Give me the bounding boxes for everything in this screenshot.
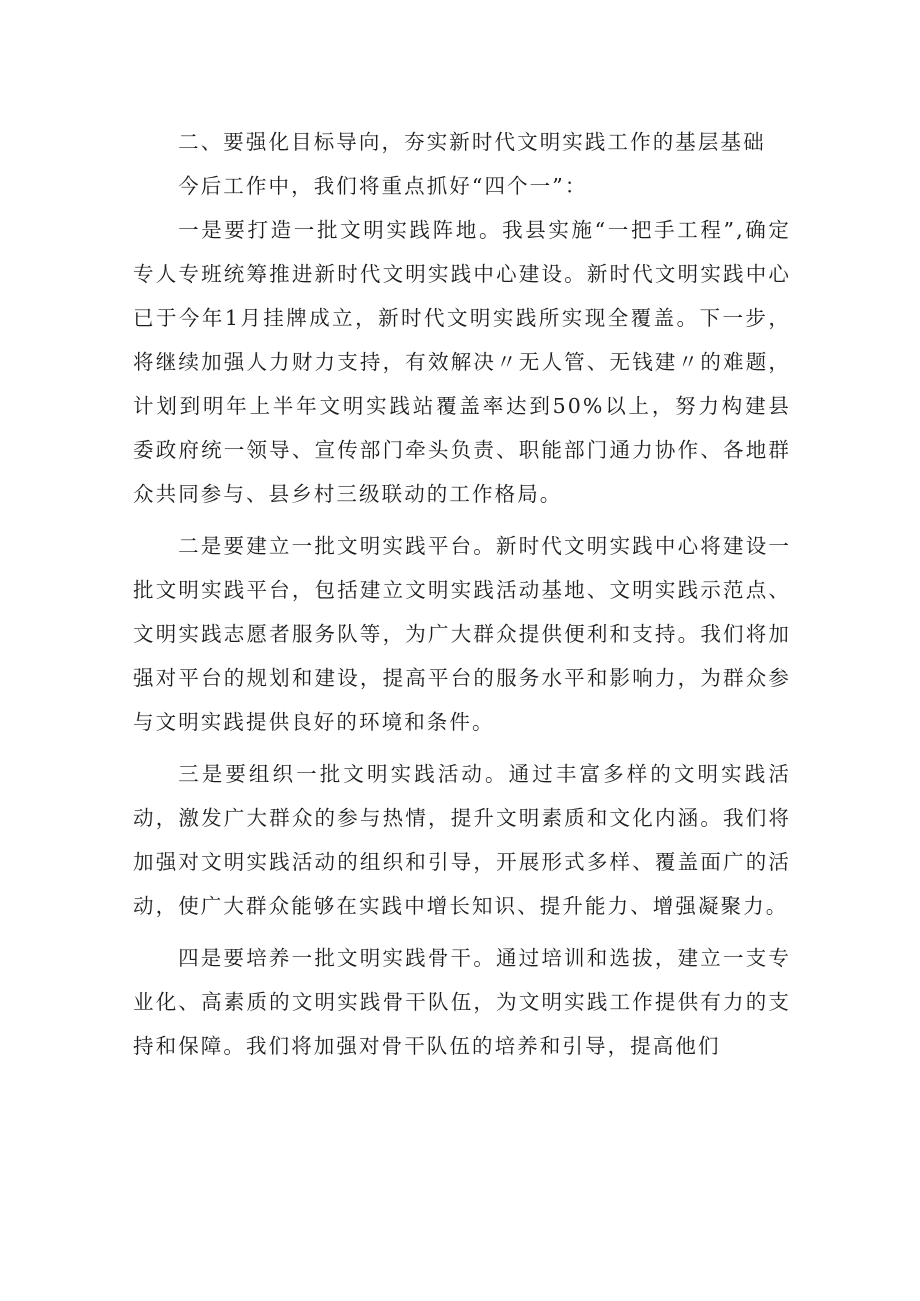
- paragraph-3: 三是要组织一批文明实践活动。通过丰富多样的文明实践活动，激发广大群众的参与热情，提升文明素质和文化内涵。我们将加强对文明实践活动的组织和引导，开展形式多样、覆盖面广的活动，使广大群众能够在实践中增长知识、提升能力、增强凝聚力。: [133, 762, 791, 918]
- document-body: [133, 120, 791, 1068]
- paragraph-1: 一是要打造一批文明实践阵地。我县实施“一把手工程”,确定专人专班统筹推进新时代文明实践中心建设。新时代文明实践中心已于今年1月挂牌成立，新时代文明实践所实现全覆盖。下一步，将继续加强人力财力支持，有效解决〃无人管、无钱建〃的难题，计划到明年上半年文明实践站覆盖率达到50%以上，努力构建县委政府统一领导、宣传部门牵头负责、职能部门通力协作、各地群众共同参与、县乡村三级联动的工作格局。: [133, 218, 791, 506]
- paragraph-2: 二是要建立一批文明实践平台。新时代文明实践中心将建设一批文明实践平台，包括建立文明实践活动基地、文明实践示范点、文明实践志愿者服务队等，为广大群众提供便利和支持。我们将加强对平台的规划和建设，提高平台的服务水平和影响力，为群众参与文明实践提供良好的环境和条件。: [133, 534, 791, 734]
- section-heading: 二、要强化目标导向，夯实新时代文明实践工作的基层基础: [178, 130, 766, 154]
- paragraph-4: 四是要培养一批文明实践骨干。通过培训和选拔，建立一支专业化、高素质的文明实践骨干队伍，为文明实践工作提供有力的支持和保障。我们将加强对骨干队伍的培养和引导，提高他们: [133, 946, 791, 1058]
- intro-paragraph: 今后工作中，我们将重点抓好“四个一”：: [178, 174, 588, 198]
